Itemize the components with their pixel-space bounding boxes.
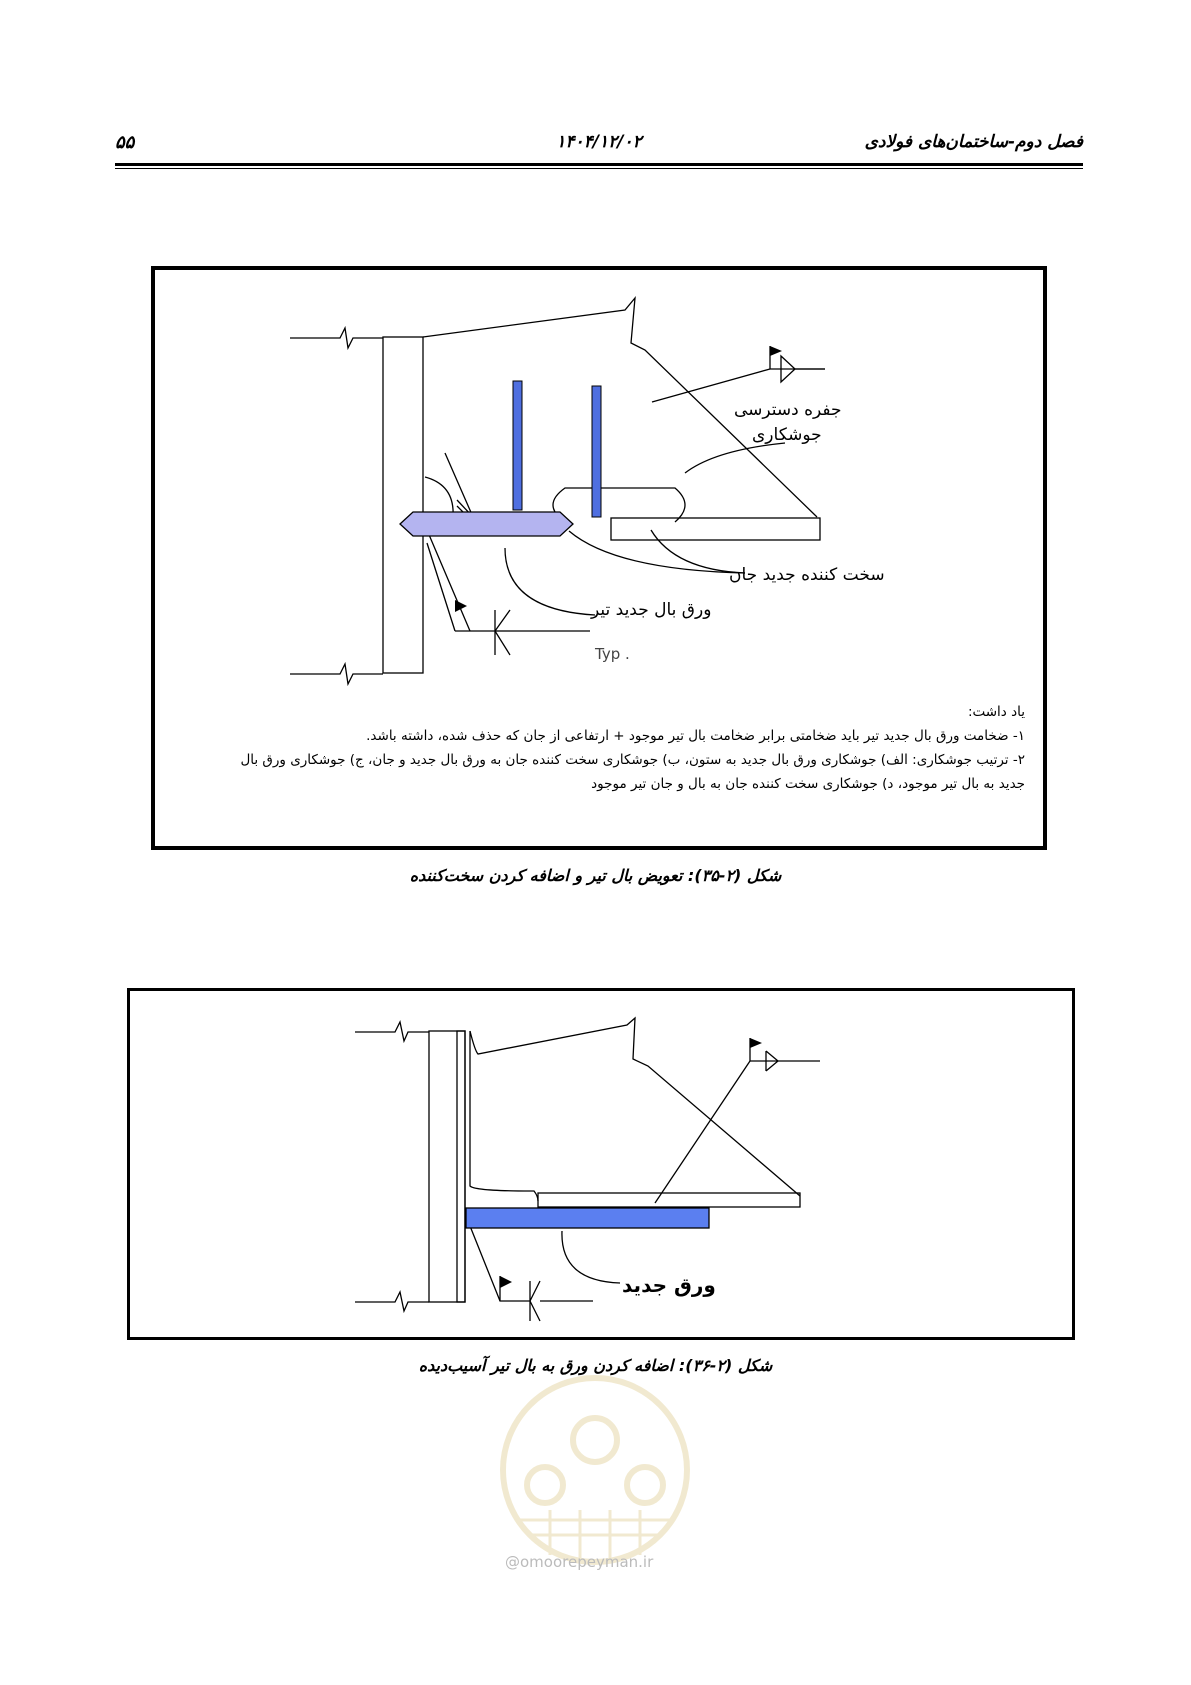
typ-label: Typ .: [595, 645, 630, 663]
web-stiffener-label: سخت کننده جدید جان: [729, 565, 885, 585]
header-date: ۱۴۰۴/۱۲/۰۲: [556, 132, 642, 152]
header-rule-thin: [115, 168, 1083, 169]
new-plate-leader: [562, 1231, 620, 1283]
web-stiffener-2: [592, 386, 601, 517]
existing-flange: [611, 518, 820, 540]
watermark-seal: [490, 1370, 700, 1570]
existing-flange: [538, 1193, 800, 1207]
new-plate-label: ورق جدید: [622, 1273, 716, 1297]
notes-heading: یاد داشت:: [967, 704, 1025, 720]
column: [429, 1031, 465, 1302]
flange-leader: [505, 548, 595, 615]
figure-1-frame: [151, 266, 1047, 850]
flange-plate-label: ورق بال جدید تیر: [591, 600, 712, 620]
page-header: [115, 128, 1083, 164]
access-hole-leader: [685, 443, 785, 473]
access-hole-label: جفره دسترسی: [734, 400, 842, 420]
new-flange-plate: [400, 512, 573, 536]
figure-1-caption: شکل (۲-۳۵): تعویض بال تیر و اضافه کردن سخت‌کننده: [409, 866, 782, 885]
welding-label: جوشکاری: [752, 425, 822, 445]
column-break-top: [355, 1022, 429, 1041]
column: [383, 337, 423, 673]
figure-1-notes: [165, 700, 1025, 796]
note-1: ۱- ضخامت ورق بال جدید تیر باید ضخامتی برابر ضخامت بال تیر موجود + ارتفاعی از جان که حذف شده، داشته باشد.: [366, 728, 1025, 744]
new-plate: [466, 1208, 709, 1228]
chapter-title: فصل دوم-ساختمان‌های فولادی: [864, 132, 1083, 152]
watermark-text: @omoorepeyman.ir: [505, 1553, 654, 1571]
column-break-top: [290, 328, 383, 348]
web-stiffener-1: [513, 381, 522, 510]
figure-2-frame: [127, 988, 1075, 1340]
column-break-bottom: [355, 1292, 429, 1311]
page-number: ۵۵: [115, 132, 135, 153]
column-break-bottom: [290, 664, 383, 684]
note-2-line-1: ۲- ترتیب جوشکاری: الف) جوشکاری ورق بال جدید به ستون، ب) جوشکاری سخت کننده جان به ورق بال جدید و جان، ج) جوشکاری ورق بال: [240, 752, 1025, 768]
access-hole: [553, 488, 685, 522]
note-2-line-2: جدید به بال تیر موجود، د) جوشکاری سخت کننده جان به بال و جان تیر موجود: [591, 776, 1025, 792]
header-rule: [115, 163, 1083, 166]
stiffener-leader-1: [569, 531, 745, 573]
figure-2-caption: شکل (۲-۳۶): اضافه کردن ورق به بال تیر آسیب‌دیده: [418, 1356, 773, 1375]
figure-2-drawing: [130, 991, 1072, 1337]
